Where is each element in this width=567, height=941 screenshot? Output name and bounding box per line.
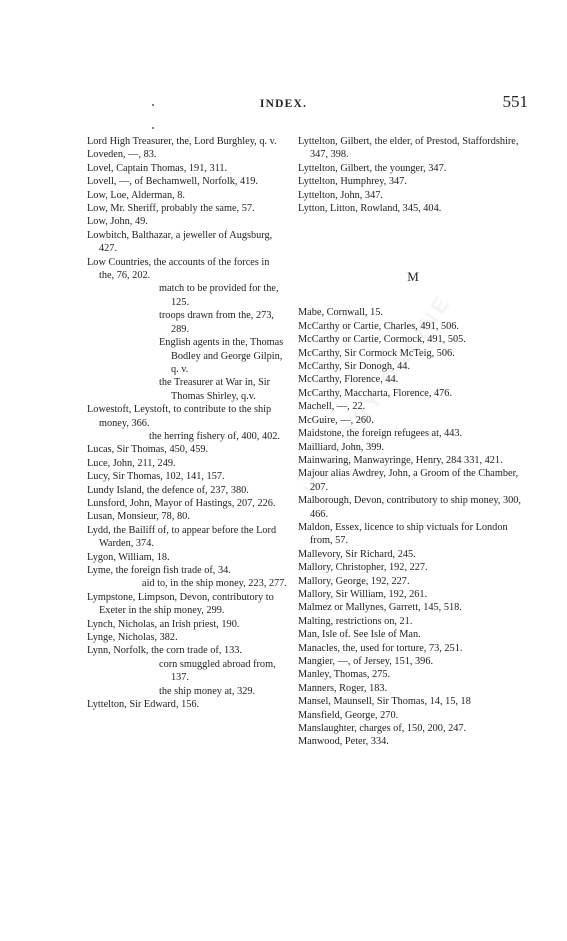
index-entry: Mabe, Cornwall, 15. — [298, 307, 383, 319]
index-entry: Malmez or Mallynes, Garrett, 145, 518. — [298, 602, 462, 614]
index-entry: Lynch, Nicholas, an Irish priest, 190. — [87, 618, 240, 630]
index-entry: Malting, restrictions on, 21. — [298, 615, 413, 627]
index-entry: Lyttelton, Humphrey, 347. — [298, 176, 407, 188]
index-entry: Manslaughter, charges of, 150, 200, 247. — [298, 723, 467, 735]
index-entry: Lovell, —, of Bechamwell, Norfolk, 419. — [87, 176, 259, 188]
index-entry: Low, Loe, Alderman, 8. — [87, 189, 185, 201]
index-entry: aid to, in the ship money, 223, 277. — [142, 578, 287, 590]
index-entry: Lord High Treasurer, the, Lord Burghley, q. v. — [87, 136, 277, 147]
index-entry: Mansel, Maunsell, Sir Thomas, 14, 15, 18 — [298, 696, 471, 708]
index-entry: English agents in the, Thomas Bodley and George Gilpin, q. v. — [159, 337, 284, 375]
index-entry: Manacles, the, used for torture, 73, 251. — [298, 642, 463, 654]
index-entry: Lytton, Litton, Rowland, 345, 404. — [298, 203, 442, 215]
page-number: 551 — [502, 92, 528, 111]
index-entry: Lucas, Sir Thomas, 450, 459. — [87, 444, 209, 456]
index-entry: Low, John, 49. — [87, 216, 148, 228]
index-entry: Mallevory, Sir Richard, 245. — [298, 548, 416, 560]
index-entry: McCarthy, Florence, 44. — [298, 374, 399, 386]
index-entry: Manners, Roger, 183. — [298, 682, 388, 694]
index-entry: Malborough, Devon, contributory to ship money, 300, 466. — [298, 495, 521, 520]
index-entry: Maldon, Essex, licence to ship victuals for London from, 57. — [298, 521, 508, 547]
index-entry: McCarthy, Maccharta, Florence, 476. — [298, 387, 453, 399]
index-entry: match to be provided for the, 125. — [159, 283, 279, 308]
index-entry: Lydd, the Bailiff of, to appear before the Lord Warden, 374. — [87, 524, 277, 550]
index-entry: Lowestoft, Leystoft, to contribute to the ship money, 366. — [87, 404, 272, 429]
index-entry: McCarthy or Cartie, Cormock, 491, 505. — [298, 334, 466, 346]
section-spacer — [298, 215, 528, 248]
index-entry: Manwood, Peter, 334. — [298, 736, 389, 748]
index-entry: Lucy, Sir Thomas, 102, 141, 157. — [87, 471, 225, 483]
index-entry: Low Countries, the accounts of the forces in the, 76, 202. — [87, 256, 270, 282]
index-entry: Lowbitch, Balthazar, a jeweller of Augsburg, 427. — [87, 229, 273, 255]
right-column-l-entries — [298, 135, 528, 215]
index-entry: McCarthy, Sir Donogh, 44. — [298, 361, 411, 373]
index-entry: Luce, John, 211, 249. — [87, 457, 176, 469]
index-entry: Lynn, Norfolk, the corn trade of, 133. — [87, 645, 242, 657]
index-entry: Lyttelton, John, 347. — [298, 189, 383, 201]
section-letter-heading: M — [407, 269, 419, 285]
index-entry: Lympstone, Limpson, Devon, contributory to Exeter in the ship money, 299. — [87, 591, 274, 617]
index-entry: the ship money at, 329. — [159, 685, 256, 697]
index-entry: Manley, Thomas, 275. — [298, 669, 391, 681]
index-entry: Lyttelton, Sir Edward, 156. — [87, 699, 200, 711]
index-entry: Majour alias Awdrey, John, a Groom of the Chamber, 207. — [298, 468, 519, 493]
index-entry: McCarthy, Sir Cormock McTeig, 506. — [298, 347, 455, 359]
index-entry: McCarthy or Cartie, Charles, 491, 506. — [298, 320, 459, 332]
index-entry: Maidstone, the foreign refugees at, 443. — [298, 428, 463, 440]
index-entry: McGuire, —, 260. — [298, 414, 374, 426]
index-entry: Mangier, —, of Jersey, 151, 396. — [298, 656, 434, 667]
index-entry: Mansfield, George, 270. — [298, 709, 399, 721]
index-entry: troops drawn from the, 273, 289. — [159, 310, 274, 335]
index-entry: Loveden, —, 83. — [87, 149, 157, 161]
index-entry: Lyttelton, Gilbert, the elder, of Prestod, Staffordshire, 347, 398. — [298, 136, 519, 161]
right-column — [298, 135, 528, 749]
speck-mark — [152, 127, 154, 129]
index-entry: Low, Mr. Sheriff, probably the same, 57. — [87, 203, 255, 215]
index-entry: Lyme, the foreign fish trade of, 34. — [87, 565, 231, 576]
index-entry: Machell, —, 22. — [298, 401, 366, 413]
index-entry: Mallory, George, 192, 227. — [298, 575, 410, 587]
running-header: INDEX. — [259, 98, 308, 110]
index-entry: Mailliard, John, 399. — [298, 441, 385, 453]
index-entry: Lovel, Captain Thomas, 191, 311. — [87, 162, 228, 174]
index-entry: Lynge, Nicholas, 382. — [87, 632, 178, 644]
index-entry: Lyttelton, Gilbert, the younger, 347. — [298, 162, 447, 174]
index-entry: Lundy Island, the defence of, 237, 380. — [87, 484, 249, 496]
index-entry: Man, Isle of. See Isle of Man. — [298, 629, 421, 641]
index-entry: Mallory, Christopher, 192, 227. — [298, 562, 428, 574]
index-entry: Lygon, William, 18. — [87, 551, 170, 563]
index-entry: Lusan, Monsieur, 78, 80. — [87, 511, 190, 523]
index-entry: the Treasurer at War in, Sir Thomas Shirley, q.v. — [159, 377, 271, 402]
right-column-m-entries — [298, 306, 528, 748]
index-entry: the herring fishery of, 400, 402. — [149, 430, 280, 442]
index-entry: Lunsford, John, Mayor of Hastings, 207, 226. — [87, 497, 276, 509]
left-column — [87, 135, 287, 711]
index-entry: Mallory, Sir William, 192, 261. — [298, 588, 428, 600]
index-entry: corn smuggled abroad from, 137. — [159, 658, 276, 684]
index-entry: Mainwaring, Manwayringe, Henry, 284 331, 421. — [298, 454, 503, 466]
